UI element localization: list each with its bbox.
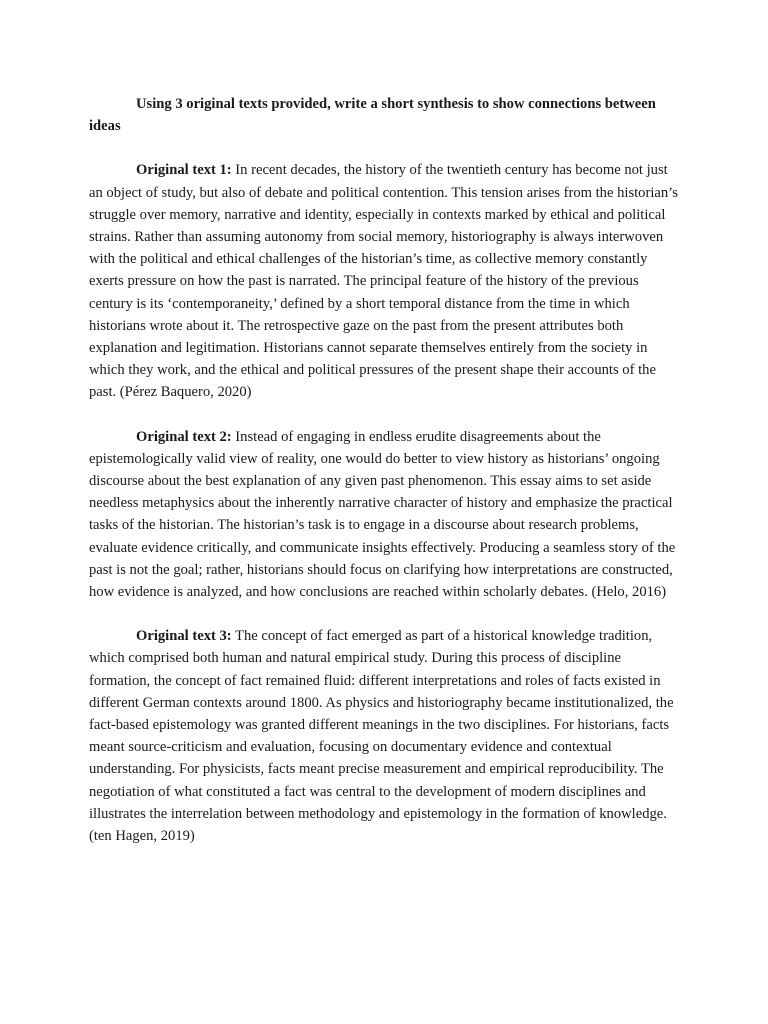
original-text-3-body: The concept of fact emerged as part of a historical knowledge tradition, which comprised both human and natural empirical study. During this process of discipline formation, the concept of fact remained fluid: different interpretations and roles of facts existed in different German contexts around 1800. As physics and historiography became institutionalized, the fact-based epistemology was granted different meanings in the two disciplines. For historians, facts meant source-criticism and evaluation, focusing on documentary evidence and contextual understanding. For physicists, facts meant precise measurement and empirical reproducibility. The negotiation of what constituted a fact was central to the development of modern disciplines and illustrates the interrelation between methodology and epistemology in the formation of knowledge. (ten Hagen, 2019) xyxy=(89,628,674,845)
original-text-1-body: In recent decades, the history of the twentieth century has become not just an object of study, but also of debate and political contention. This tension arises from the historian’s struggle over memory, narrative and identity, especially in contexts marked by ethical and political strains. Rather than assuming autonomy from social memory, historiography is always interwoven with the political and ethical challenges of the historian’s time, as collective memory constantly exerts pressure on how the past is narrated. The principal feature of the history of the previous century is its ‘contemporaneity,’ defined by a short temporal distance from the time in which historians wrote about it. The retrospective gaze on the past from the present attributes both explanation and legitimation. Historians cannot separate themselves entirely from the society in which they work, and the ethical and political pressures of the present shape their accounts of the past. (Pérez Baquero, 2020) xyxy=(89,162,678,401)
original-text-1-label: Original text 1: xyxy=(136,162,232,179)
original-text-1-paragraph xyxy=(89,159,680,403)
original-text-3-label: Original text 3: xyxy=(136,628,232,645)
original-text-3-paragraph xyxy=(89,625,680,847)
original-text-2-label: Original text 2: xyxy=(136,428,232,445)
original-text-2-body: Instead of engaging in endless erudite disagreements about the epistemologically valid view of reality, one would do better to view history as historians’ ongoing discourse about the best explanation of any given past phenomenon. This essay aims to set aside needless metaphysics about the inherently narrative character of history and emphasize the practical tasks of the historian. The historian’s task is to engage in a discourse about research problems, evaluate evidence critically, and communicate insights effectively. Producing a seamless story of the past is not the goal; rather, historians should focus on clarifying how interpretations are constructed, how evidence is analyzed, and how conclusions are reached within scholarly debates. (Helo, 2016) xyxy=(89,428,676,601)
assignment-prompt: Using 3 original texts provided, write a short synthesis to show connections between ideas xyxy=(89,96,656,135)
original-text-2-paragraph xyxy=(89,426,680,604)
